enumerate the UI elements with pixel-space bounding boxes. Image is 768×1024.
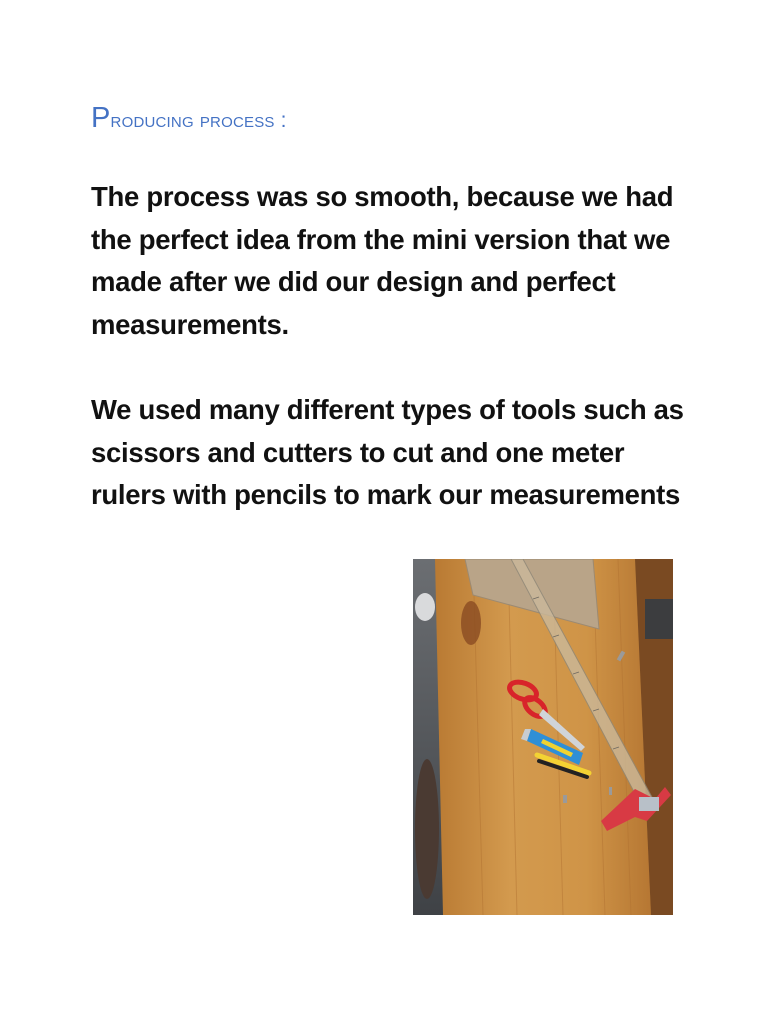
- shoe: [415, 593, 435, 621]
- paragraph-process: The process was so smooth, because we had the perfect idea from the mini version that we made after we did our design and perfect measurements.: [91, 181, 674, 340]
- tools-photo-illustration: [413, 559, 673, 915]
- person-arm: [415, 759, 439, 899]
- tools-photo: [413, 559, 673, 915]
- background-object: [645, 599, 673, 639]
- heading-rest: roducing process :: [110, 109, 287, 132]
- heading-first-letter: P: [91, 102, 111, 134]
- page-heading: [91, 98, 287, 141]
- paragraph-tools: We used many different types of tools such as scissors and cutters to cut and one meter rulers with pencils to mark our measurements: [91, 394, 684, 510]
- stain: [461, 601, 481, 645]
- ruler-clip-metal: [639, 797, 659, 811]
